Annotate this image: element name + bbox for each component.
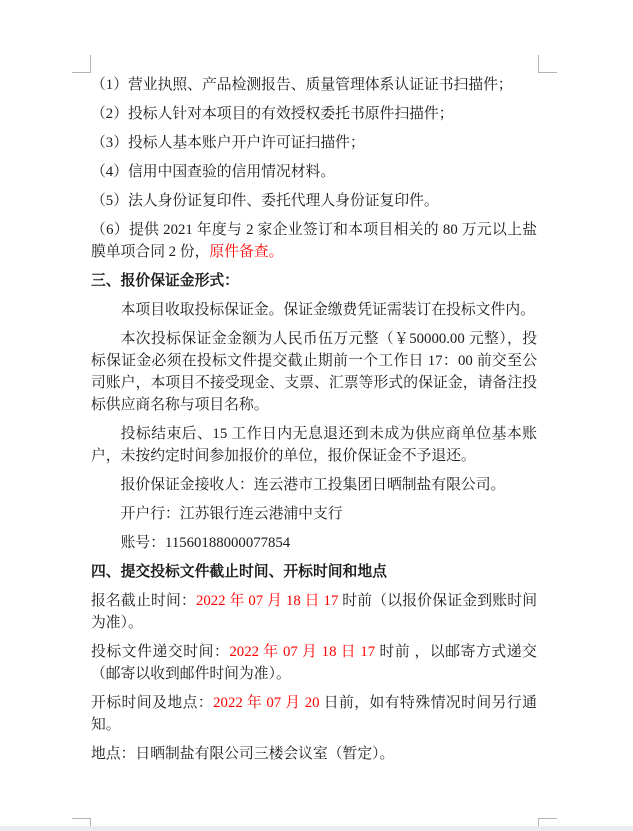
red-text-segment: 2022 年 07 月 18 日 17 bbox=[229, 644, 376, 660]
text-boundary-mark-top-right bbox=[538, 55, 557, 73]
text-segment: 时前（以报价保证金到账时间为准）。 bbox=[91, 593, 538, 631]
paragraph[interactable] bbox=[91, 103, 537, 125]
paragraph[interactable] bbox=[91, 423, 537, 467]
text-segment: 本项目收取投标保证金。保证金缴费凭证需装订在投标文件内。 bbox=[120, 302, 535, 318]
paragraph[interactable] bbox=[91, 590, 537, 634]
text-segment: （1）营业执照、产品检测报告、质量管理体系认证证书扫描件； bbox=[91, 77, 513, 93]
paragraph[interactable] bbox=[91, 474, 537, 496]
text-segment: 四、提交投标文件截止时间、开标时间和地点 bbox=[91, 564, 387, 580]
paragraph[interactable] bbox=[91, 299, 537, 321]
text-segment: 投标结束后、15 工作日内无息退还到未成为供应商单位基本账户，未按约定时间参加报价的单位，报价保证金不予退还。 bbox=[91, 426, 537, 464]
text-segment: 本次投标保证金金额为人民币伍万元整（￥50000.00 元整），投标保证金必须在投标文件提交截止期前一个工作日 17：00 前交至公司账户，本项目不接受现金、支票、汇票等形式的保证金，请备注投标供应商名称与项目名称。 bbox=[91, 331, 537, 413]
text-segment: （6）提供 2021 年度与 2 家企业签订和本项目相关的 80 万元以上盐膜单项合同 2 份， bbox=[91, 222, 537, 260]
paragraph[interactable] bbox=[91, 503, 537, 525]
text-segment: 账号：11560188000077854 bbox=[120, 535, 291, 551]
text-boundary-mark-top-left bbox=[72, 55, 91, 73]
paragraph[interactable] bbox=[91, 132, 537, 154]
red-text-segment: 原件备查。 bbox=[209, 244, 284, 260]
document-body[interactable] bbox=[91, 72, 537, 772]
text-segment: 开户行：江苏银行连云港浦中支行 bbox=[120, 506, 343, 522]
text-segment: （3）投标人基本账户开户许可证扫描件； bbox=[91, 135, 365, 151]
text-segment: 三、报价保证金形式： bbox=[91, 273, 239, 289]
text-segment: （4）信用中国查验的信用情况材料。 bbox=[91, 164, 336, 180]
red-text-segment: 2022 年 07 月 18 日 17 bbox=[195, 593, 339, 609]
paragraph[interactable] bbox=[91, 219, 537, 263]
red-text-segment: 2022 年 07 月 20 bbox=[213, 695, 320, 711]
paragraph[interactable] bbox=[91, 74, 537, 96]
paragraph[interactable] bbox=[91, 641, 537, 685]
text-segment: 时前 ，以邮寄方式递交（邮寄以收到邮件时间为准）。 bbox=[91, 644, 537, 682]
paragraph[interactable] bbox=[91, 190, 537, 212]
paragraph[interactable] bbox=[91, 328, 537, 416]
section-heading[interactable] bbox=[91, 270, 537, 292]
section-heading[interactable] bbox=[91, 561, 537, 583]
paragraph[interactable] bbox=[91, 161, 537, 183]
text-segment: （5）法人身份证复印件、委托代理人身份证复印件。 bbox=[91, 193, 439, 209]
text-segment: 开标时间及地点： bbox=[91, 695, 214, 711]
text-segment: 日前，如有特殊情况时间另行通知。 bbox=[91, 695, 537, 733]
text-segment: 投标文件递交时间： bbox=[91, 644, 230, 660]
text-segment: 报价保证金接收人：连云港市工投集团日晒制盐有限公司。 bbox=[120, 477, 506, 493]
paragraph[interactable] bbox=[91, 743, 537, 765]
text-segment: 报名截止时间： bbox=[91, 593, 196, 609]
paragraph[interactable] bbox=[91, 532, 537, 554]
text-segment: （2）投标人针对本项目的有效授权委托书原件扫描件； bbox=[91, 106, 454, 122]
page-bottom-gap bbox=[0, 826, 633, 831]
paragraph[interactable] bbox=[91, 692, 537, 736]
text-segment: 地点：日晒制盐有限公司三楼会议室（暂定）。 bbox=[91, 746, 395, 762]
